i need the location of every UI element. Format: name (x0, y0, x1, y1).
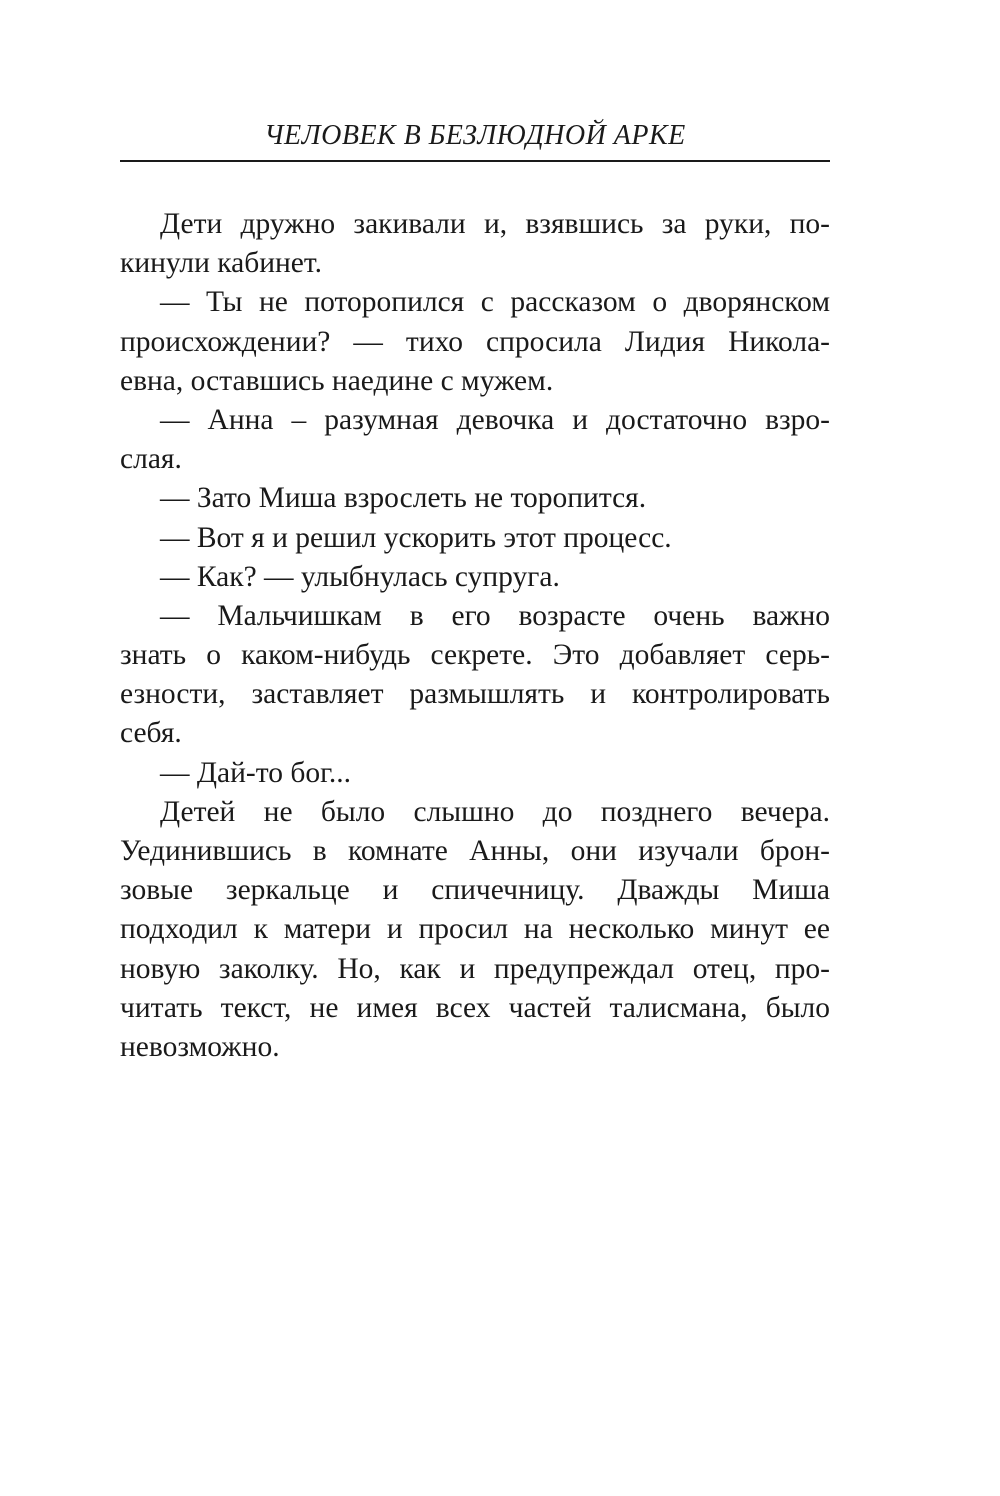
text-line: — Зато Миша взрослеть не торопится. (160, 482, 647, 515)
header-rule (120, 160, 830, 162)
text-line: зовые зеркальце и спичечницу. Дважды Миша (120, 874, 830, 907)
text-line: себя. (120, 717, 182, 750)
text-line: — Мальчишкам в его возрасте очень важно (160, 599, 830, 632)
text-line: Детей не было слышно до позднего вечера. (160, 795, 830, 828)
page-body-text (120, 205, 830, 1067)
text-line: слая. (120, 443, 182, 476)
text-line: Уединившись в комнате Анны, они изучали брон- (120, 835, 830, 867)
text-line: знать о каком-нибудь секрете. Это добавляет серь- (120, 639, 830, 672)
text-line: происхождении? — тихо спросила Лидия Никола- (120, 325, 830, 358)
text-line: невозможно. (120, 1030, 280, 1063)
text-line: — Как? — улыбнулась супруга. (160, 560, 560, 593)
text-line: евна, оставшись наедине с мужем. (120, 364, 554, 397)
text-line: — Анна – разумная девочка и достаточно взро- (160, 403, 830, 436)
text-line: — Дай-то бог... (160, 756, 351, 789)
text-line: Дети дружно закивали и, взявшись за руки, по- (160, 208, 830, 240)
text-line: езности, заставляет размышлять и контролировать (120, 678, 830, 711)
text-line: подходил к матери и просил на несколько минут ее (120, 913, 830, 946)
running-head-title: ЧЕЛОВЕК В БЕЗЛЮДНОЙ АРКЕ (264, 120, 686, 151)
text-line: читать текст, не имея всех частей талисмана, было (120, 991, 830, 1024)
text-line: — Ты не поторопился с рассказом о дворянском (160, 286, 830, 319)
text-line: новую заколку. Но, как и предупреждал отец, про- (120, 952, 830, 985)
text-line: — Вот я и решил ускорить этот процесс. (160, 521, 672, 554)
text-line: кинули кабинет. (120, 247, 322, 280)
